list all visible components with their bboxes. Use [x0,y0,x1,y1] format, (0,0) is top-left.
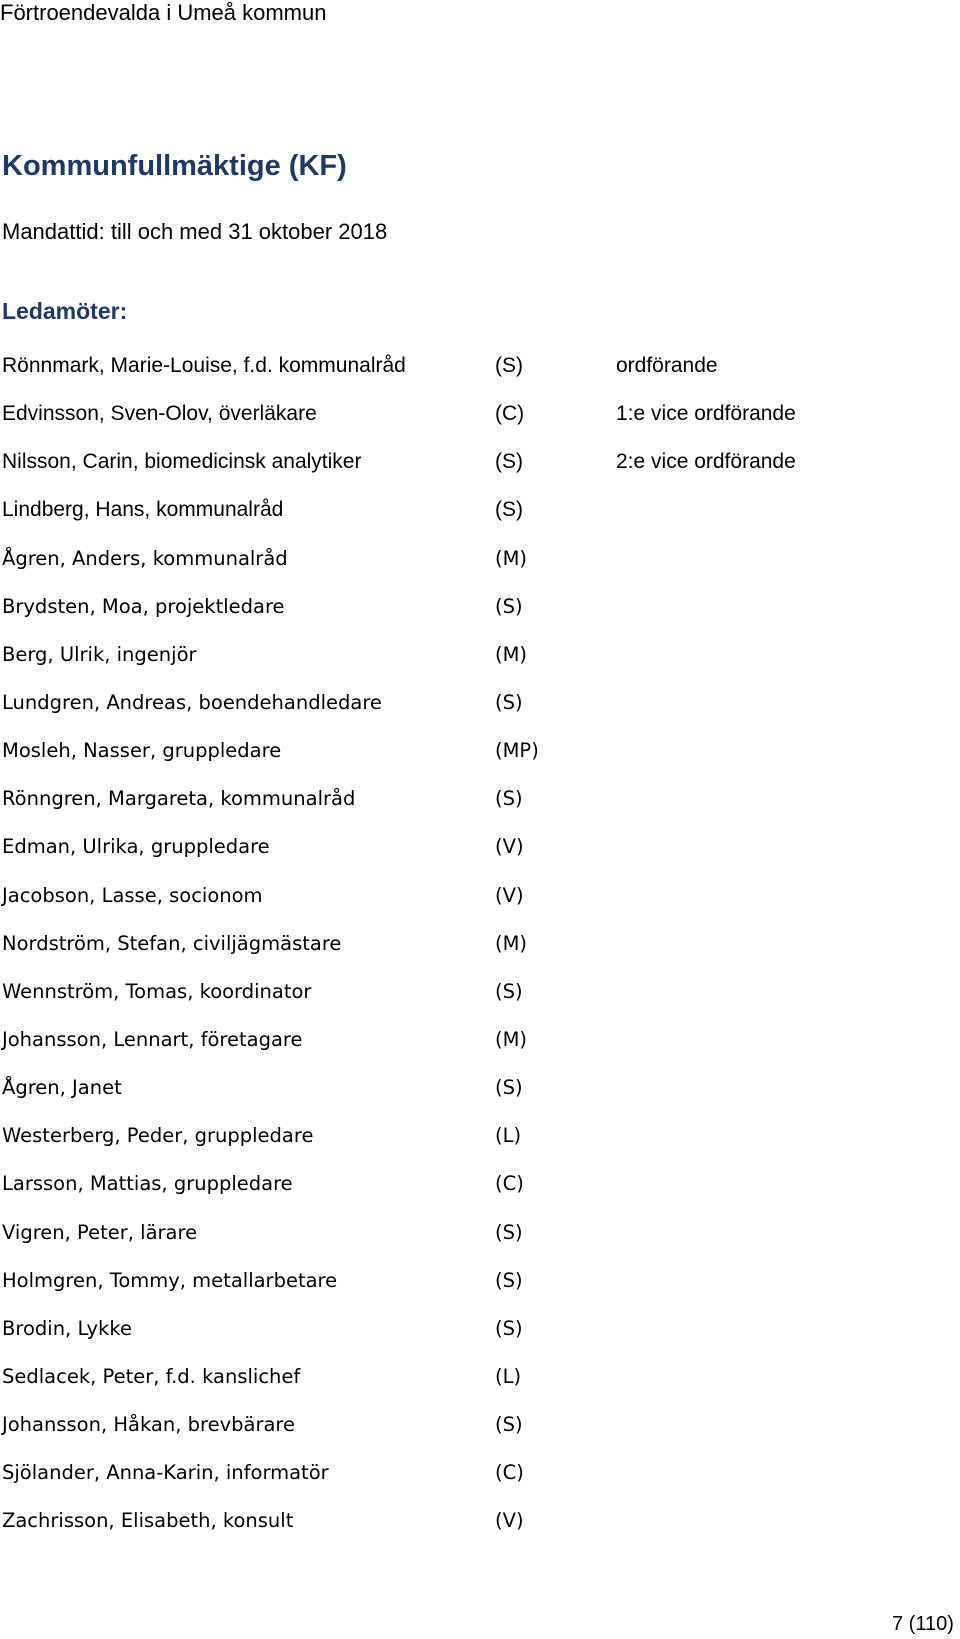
member-role: ordförande [616,354,718,377]
member-party: (M) [495,931,528,955]
member-party: (V) [495,1509,524,1533]
member-row [0,547,960,595]
member-row [0,691,960,739]
member-party: (C) [495,1172,524,1196]
member-row [0,1413,960,1461]
member-party: (M) [495,642,528,666]
member-row [0,787,960,835]
member-row [0,1076,960,1124]
member-party: (S) [495,450,523,474]
member-name: Edvinsson, Sven-Olov, överläkare [2,402,317,426]
member-name: Rönngren, Margareta, kommunalråd [2,787,356,811]
member-name: Johansson, Lennart, företagare [2,1027,303,1051]
member-name: Westerberg, Peder, gruppledare [2,1124,314,1148]
member-row [0,450,960,498]
member-name: Edman, Ulrika, gruppledare [2,835,270,859]
member-name: Johansson, Håkan, brevbärare [2,1413,296,1437]
member-row [0,739,960,787]
mandate-period: Mandattid: till och med 31 oktober 2018 [2,219,388,244]
member-party: (S) [495,1220,523,1244]
member-name: Holmgren, Tommy, metallarbetare [2,1268,338,1292]
member-row [0,643,960,691]
member-party: (S) [495,690,523,714]
member-role: 1:e vice ordförande [616,402,796,426]
member-party: (L) [495,1124,522,1148]
member-party: (S) [495,787,523,811]
member-party: (S) [495,1076,523,1100]
members-heading: Ledamöter: [2,298,128,324]
member-name: Vigren, Peter, lärare [2,1220,198,1244]
member-row [0,1221,960,1269]
member-party: (L) [495,1364,522,1388]
member-row [0,1317,960,1365]
member-name: Zachrisson, Elisabeth, konsult [2,1509,294,1533]
member-name: Rönnmark, Marie-Louise, f.d. kommunalråd [2,354,406,377]
member-party: (S) [495,1413,523,1437]
member-party: (C) [495,402,525,426]
member-role: 2:e vice ordförande [616,450,796,474]
member-row [0,1172,960,1220]
member-row [0,1461,960,1509]
member-party: (S) [495,1316,523,1340]
member-party: (C) [495,1461,524,1485]
member-name: Sjölander, Anna-Karin, informatör [2,1461,329,1485]
member-name: Wennström, Tomas, koordinator [2,979,312,1003]
member-name: Mosleh, Nasser, gruppledare [2,739,282,763]
member-party: (MP) [495,739,539,763]
member-party: (M) [495,1027,528,1051]
member-party: (V) [495,835,524,859]
member-row [0,835,960,883]
member-name: Lundgren, Andreas, boendehandledare [2,690,382,714]
member-name: Nordström, Stefan, civiljägmästare [2,931,342,955]
member-row [0,1365,960,1413]
member-party: (S) [495,1268,523,1292]
member-party: (S) [495,979,523,1003]
document-header: Förtroendevalda i Umeå kommun [0,0,327,25]
page-title: Kommunfullmäktige (KF) [2,150,347,182]
member-name: Brodin, Lykke [2,1316,132,1340]
member-name: Lindberg, Hans, kommunalråd [2,498,284,522]
member-name: Sedlacek, Peter, f.d. kanslichef [2,1364,301,1388]
member-row [0,595,960,643]
member-name: Larsson, Mattias, gruppledare [2,1172,293,1196]
member-party: (M) [495,546,528,570]
member-row [0,354,960,402]
member-row [0,498,960,546]
member-row [0,1509,960,1557]
member-name: Ågren, Anders, kommunalråd [2,546,288,570]
member-row [0,1269,960,1317]
member-row [0,980,960,1028]
member-party: (V) [495,883,524,907]
member-name: Brydsten, Moa, projektledare [2,594,285,618]
member-name: Nilsson, Carin, biomedicinsk analytiker [2,450,362,474]
member-party: (S) [495,594,523,618]
member-party: (S) [495,498,523,522]
member-list [0,354,960,1558]
page-number: 7 (110) [892,1613,954,1635]
member-party: (S) [495,354,523,377]
member-row [0,1028,960,1076]
member-row [0,932,960,980]
member-name: Jacobson, Lasse, socionom [2,883,263,907]
member-row [0,884,960,932]
member-name: Ågren, Janet [2,1076,122,1100]
member-name: Berg, Ulrik, ingenjör [2,642,197,666]
member-row [0,1124,960,1172]
member-row [0,402,960,450]
